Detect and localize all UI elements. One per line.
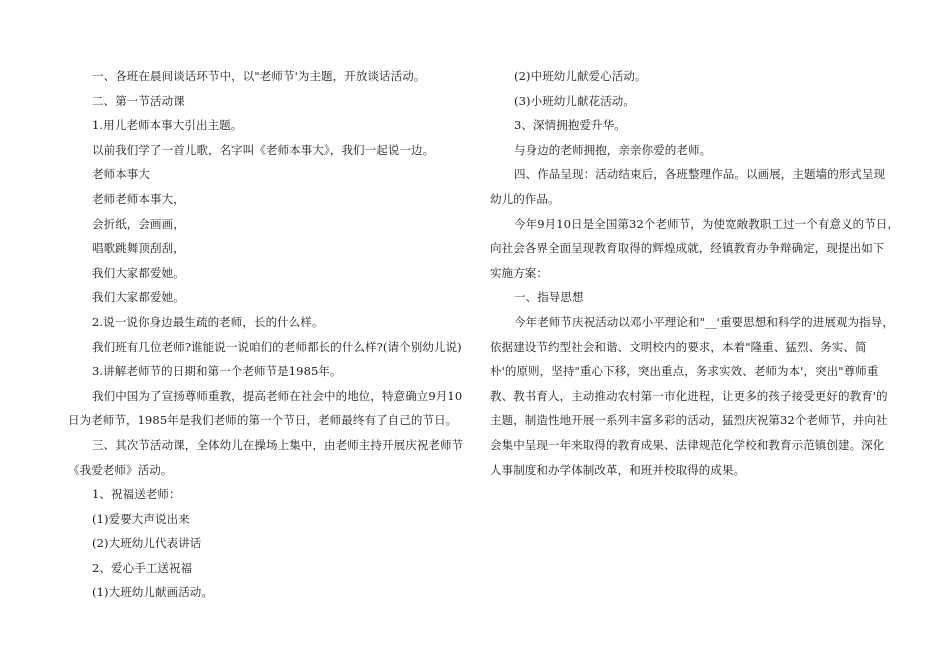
text-line: 教、教书育人，主动推动农村第一市化进程，让更多的孩子接受更好的教育'的 <box>490 388 888 403</box>
text-line: 朴'的原则，坚持"重心下移，突出重点，务求实效、老师为本'，突出"尊师重 <box>490 364 879 379</box>
text-line: 向社会各界全面呈现教育取得的辉煌成就，经镇教育办争辩确定，现提出如下 <box>490 241 885 256</box>
text-line: 3.讲解老师节的日期和第一个老师节是1985年。 <box>92 364 342 379</box>
text-line: 依据建设节约型社会和谐、文明校内的要求，本着"隆重、猛烈、务实、简 <box>490 339 867 354</box>
text-line: 我们中国为了宣扬尊师重教，提高老师在社会中的地位，特意确立9月10 <box>92 388 463 403</box>
text-line: 幼儿的作品。 <box>490 191 560 206</box>
text-line: 我们大家都爱她。 <box>92 290 185 305</box>
text-line: (2)中班幼儿献爱心活动。 <box>514 69 647 83</box>
text-line: 一、指导思想 <box>514 290 584 305</box>
text-line: 以前我们学了一首儿歌，名字叫《老师本事大》，我们一起说一边。 <box>92 142 435 157</box>
text-line: 2.说一说你身边最生疏的老师，长的什么样。 <box>92 314 324 329</box>
text-line: 会集中呈现一年来取得的教育成果、法律规范化学校和教育示范镇创建。深化 <box>490 437 885 452</box>
text-line: (3)小班幼儿献花活动。 <box>514 93 635 108</box>
text-line: 老师本事大 <box>92 167 150 182</box>
text-line: 一、各班在晨间谈话环节中，以"老师节'为主题，开放谈话活动。 <box>92 69 426 83</box>
text-line: 与身边的老师拥抱，亲亲你爱的老师。 <box>514 142 712 157</box>
text-line: 今年老师节庆祝活动以邓小平理论和"__'重要思想和科学的进展观为指导， <box>514 314 894 329</box>
text-line: 四、作品呈现：活动结束后，各班整理作品。以画展，主题墙的形式呈现 <box>514 167 886 182</box>
text-line: 今年9月10日是全国第32个老师节，为使宽敞教职工过一个有意义的节日， <box>514 216 900 231</box>
text-line: 人事制度和办学体制改革，和班并校取得的成果。 <box>490 462 746 477</box>
text-line: 实施方案： <box>490 265 548 280</box>
text-line: 1.用儿老师本事大引出主题。 <box>92 118 243 133</box>
text-line: (1)大班幼儿献画活动。 <box>92 585 213 600</box>
text-line: 《我爱老师》活动。 <box>68 462 173 477</box>
text-line: 主题，制造性地开展一系列丰富多彩的活动，猛烈庆祝第32个老师节，并向社 <box>490 413 888 428</box>
text-line: 日为老师节，1985年是我们老师的第一个节日，老师最终有了自己的节日。 <box>68 413 458 428</box>
right-column <box>490 64 900 482</box>
text-line: 会折纸，会画画， <box>92 216 185 231</box>
text-line: (1)爱要大声说出来 <box>92 511 190 526</box>
text-line: 二、第一节活动课 <box>92 93 185 108</box>
text-line: 我们大家都爱她。 <box>92 265 185 280</box>
text-line: 三、其次节活动课，全体幼儿在操场上集中，由老师主持开展庆祝老师节 <box>92 437 464 452</box>
text-line: 老师老师本事大， <box>92 191 185 206</box>
text-line: 唱歌跳舞顶刮刮， <box>92 241 185 256</box>
text-line: 2、爱心手工送祝福 <box>92 560 193 575</box>
text-line: 我们班有几位老师?谁能说一说咱们的老师都长的什么样?(请个别幼儿说) <box>92 339 462 354</box>
text-line: (2)大班幼儿代表讲话 <box>92 536 202 551</box>
left-column <box>68 64 466 605</box>
text-line: 1、祝福送老师： <box>92 487 181 502</box>
text-line: 3、深情拥抱爱升华。 <box>514 118 626 133</box>
